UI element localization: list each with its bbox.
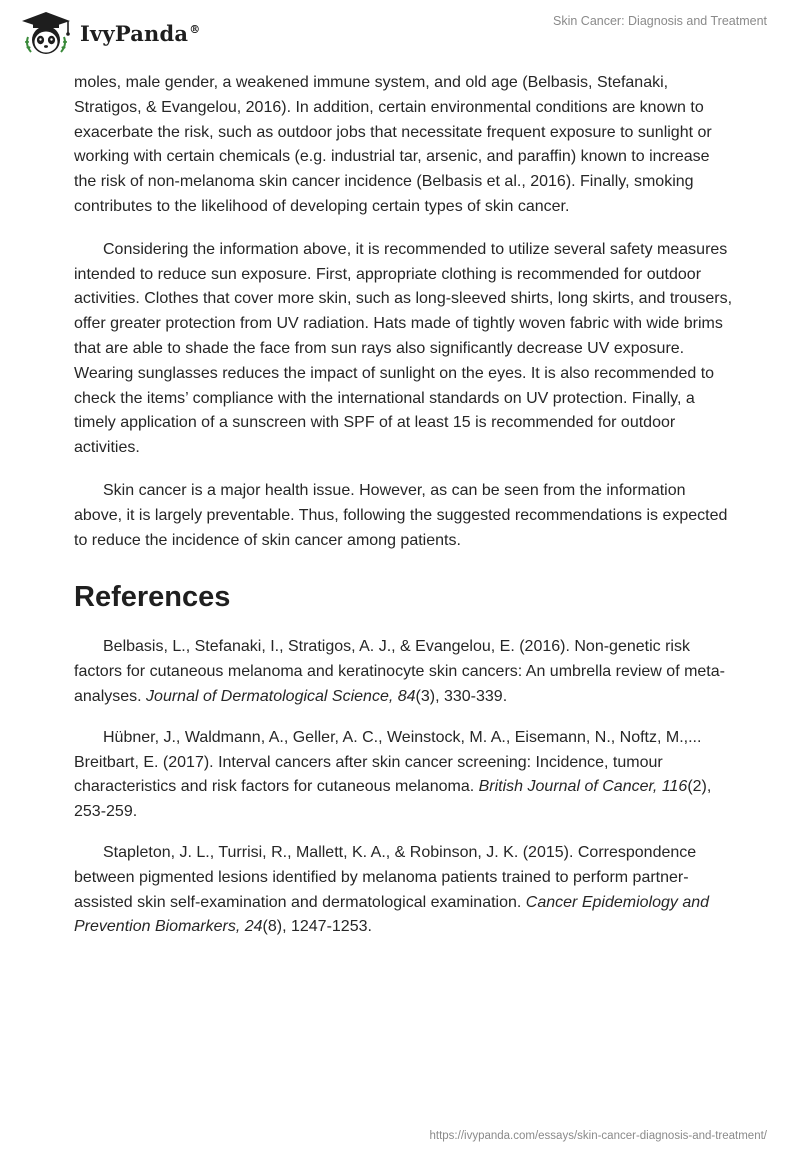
document-title: Skin Cancer: Diagnosis and Treatment: [553, 14, 767, 28]
essay-content: [74, 71, 734, 940]
brand-name: IvyPanda®: [80, 20, 201, 46]
journal-title: Journal of Dermatological Science, 84: [146, 687, 416, 705]
ivypanda-logo[interactable]: [16, 8, 200, 58]
journal-title: British Journal of Cancer, 116: [478, 778, 688, 796]
page-header: [0, 0, 800, 66]
references-heading: References: [74, 581, 231, 614]
source-url[interactable]: https://ivypanda.com/essays/skin-cancer-diagnosis-and-treatment/: [429, 1130, 767, 1142]
journal-title: Cancer Epidemiology and Prevention Biomarkers, 24: [74, 893, 710, 936]
body-paragraph: Considering the information above, it is recommended to utilize several safety measures intended to reduce sun exposure. First, appropriate clothing is recommended for outdoor activities. Clothes that cover more skin, such as long-sleeved shirts, long skirts, and trousers, offer greater protection from UV radiation. Hats made of tightly woven fabric with wide brims that are able to shade the face from sun rays also significantly decrease UV exposure. Wearing sunglasses reduces the impact of sunlight on the eyes. It is also recommended to check the items’ compliance with the international standards on UV protection. Finally, a timely application of a sunscreen with SPF of at least 15 is recommended for outdoor activities.: [74, 240, 733, 457]
body-paragraph: Skin cancer is a major health issue. However, as can be seen from the information above, it is largely preventable. Thus, following the suggested recommendations is expected to reduce the incidence of skin cancer among patients.: [74, 481, 728, 549]
reference-entry: Hübner, J., Waldmann, A., Geller, A. C., Weinstock, M. A., Eisemann, N., Noftz, M.,... Breitbart, E. (2017). Interval cancers after skin cancer screening: Incidence, tumour characteristics and risk factors for cutaneous melanoma. British Journal of Cancer, 116(2), 253-259.: [74, 728, 712, 821]
reference-entry: Belbasis, L., Stefanaki, I., Stratigos, A. J., & Evangelou, E. (2016). Non-genetic risk factors for cutaneous melanoma and keratinocyte skin cancers: An umbrella review of meta-analyses. Journal of Dermatological Science, 84(3), 330-339.: [74, 638, 725, 705]
body-paragraph: moles, male gender, a weakened immune system, and old age (Belbasis, Stefanaki, Stratigos, & Evangelou, 2016). In addition, certain environmental conditions are known to exacerbate the risk, such as outdoor jobs that necessitate frequent exposure to sunlight or working with certain chemicals (e.g. industrial tar, arsenic, and paraffin) known to increase the risk of non-melanoma skin cancer incidence (Belbasis et al., 2016). Finally, smoking contributes to the likelihood of developing certain types of skin cancer.: [74, 74, 712, 215]
panda-graduate-icon: [16, 9, 74, 57]
reference-entry: Stapleton, J. L., Turrisi, R., Mallett, K. A., & Robinson, J. K. (2015). Correspondence between pigmented lesions identified by melanoma patients trained to perform partner-assisted skin self-examination and dermatological examination. Cancer Epidemiology and Prevention Biomarkers, 24(8), 1247-1253.: [74, 843, 710, 936]
